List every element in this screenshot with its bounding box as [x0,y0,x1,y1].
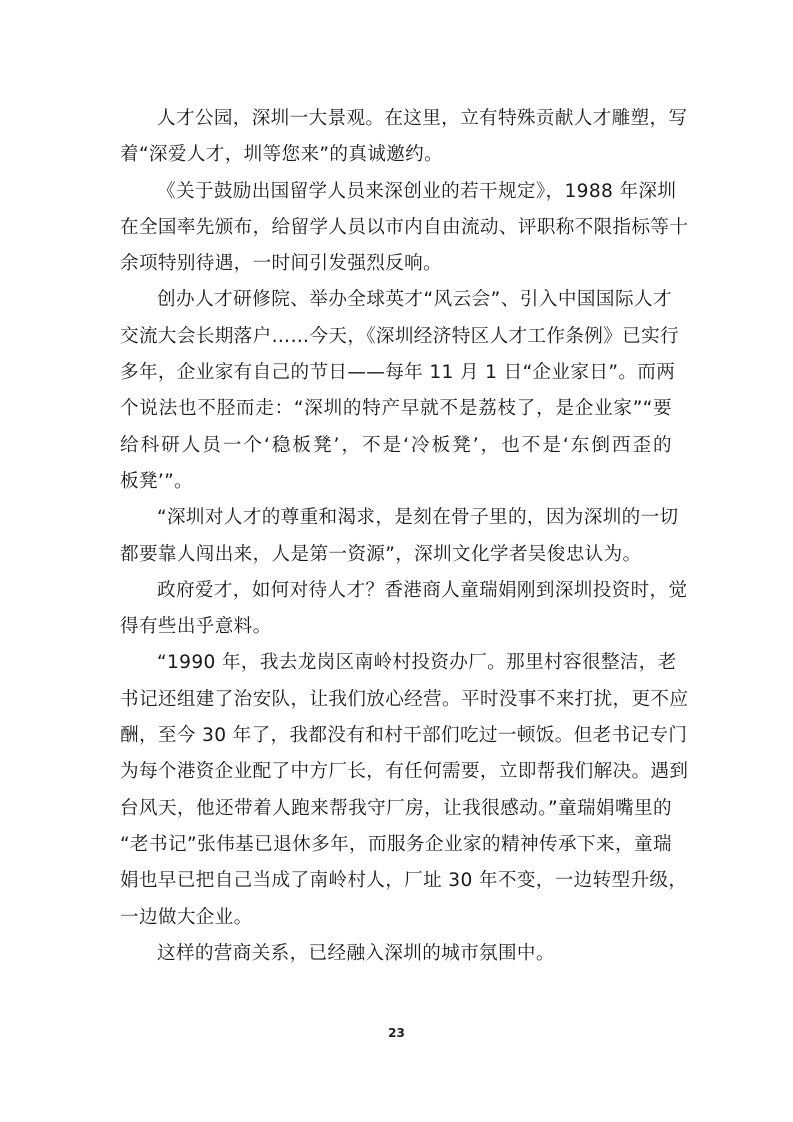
paragraph-5 [120,573,688,646]
text-line: 给科研人员一个‘稳板凳’，不是‘冷板凳’，也不是‘东倒西歪的 [120,434,672,456]
paragraph-7 [120,936,672,972]
paragraph-1 [120,101,688,174]
paragraph-6 [120,645,689,935]
text-line: “深圳对人才的尊重和渴求，是刻在骨子里的，因为深圳的一切 [157,507,679,529]
text-line: 台风天，他还带着人跑来帮我守厂房，让我很感动。”童瑞娟嘴里的 [120,797,672,819]
text-line: 为每个港资企业配了中方厂长，有任何需要，立即帮我们解决。遇到 [120,761,689,783]
text-line: 都要靠人闯出来，人是第一资源”，深圳文化学者吴俊忠认为。 [120,543,642,565]
text-line: 多年，企业家有自己的节日——每年 11 月 1 日“企业家日”。而两 [120,362,676,384]
text-line: “1990 年，我去龙岗区南岭村投资办厂。那里村容很整洁，老 [157,652,677,674]
page-number: 23 [388,1026,405,1040]
text-line: 一边做大企业。 [120,906,253,928]
text-line: 个说法也不胫而走：“深圳的特产早就不是荔枝了，是企业家”“要 [120,398,672,420]
text-line: 书记还组建了治安队，让我们放心经营。平时没事不来打扰，更不应 [120,688,689,710]
text-line: 创办人才研修院、举办全球英才“风云会”、引入中国国际人才 [157,289,672,311]
paragraph-3 [120,282,680,500]
body-text [120,101,689,972]
text-line: 酬，至今 30 年了，我都没有和村干部们吃过一顿饭。但老书记专门 [120,725,688,747]
text-line: 《关于鼓励出国留学人员来深创业的若干规定》，1988 年深圳 [157,180,677,202]
text-line: “老书记”张伟基已退休多年，而服务企业家的精神传承下来，童瑞 [120,833,672,855]
text-line: 在全国率先颁布，给留学人员以市内自由流动、评职称不限指标等十 [120,216,689,238]
text-line: 着“深爱人才，圳等您来”的真诚邀约。 [120,144,444,166]
text-line: 得有些出乎意料。 [120,616,272,638]
text-line: 板凳’”。 [120,470,194,492]
text-line: 政府爱才，如何对待人才？香港商人童瑞娟刚到深圳投资时，觉 [157,579,688,601]
text-line: 这样的营商关系，已经融入深圳的城市氛围中。 [157,942,555,964]
paragraph-4 [120,500,679,573]
text-line: 余项特别待遇，一时间引发强烈反响。 [120,253,443,275]
paragraph-2 [120,174,689,283]
text-line: 娟也早已把自己当成了南岭村人，厂址 30 年不变，一边转型升级， [120,870,688,892]
text-line: 交流大会长期落户……今天，《深圳经济特区人才工作条例》已实行 [120,325,680,347]
text-line: 人才公园，深圳一大景观。在这里，立有特殊贡献人才雕塑，写 [157,108,688,129]
